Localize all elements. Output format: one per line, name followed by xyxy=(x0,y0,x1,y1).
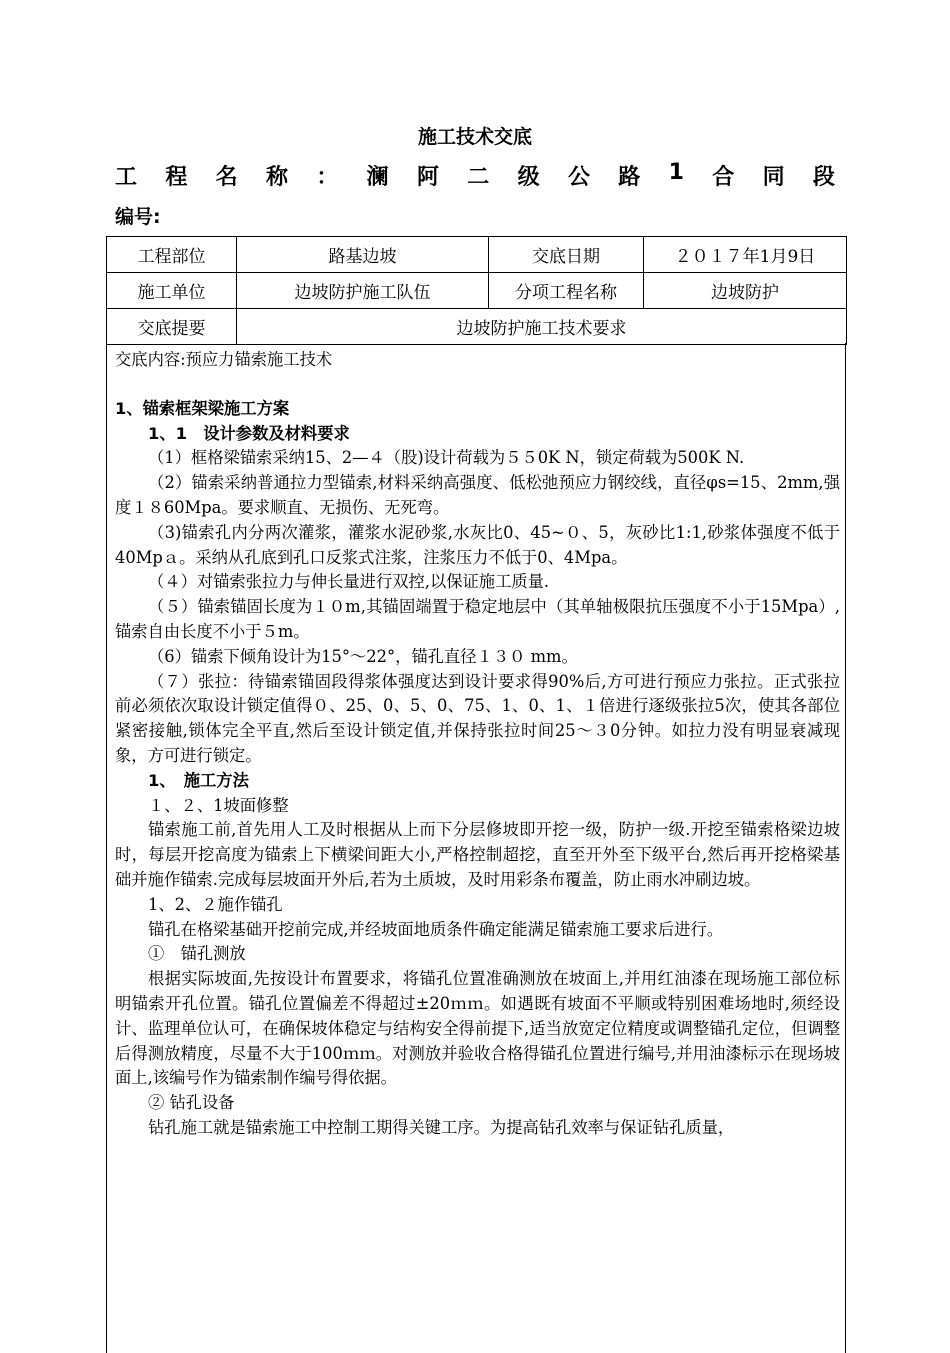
paragraph: （1）框格梁锚索采纳15、2—４（股)设计荷载为５５0K N，锁定荷载为500K N. xyxy=(148,448,745,468)
project-char: 称 xyxy=(265,165,288,190)
subsection-heading: 1、 施工方法 xyxy=(148,770,249,790)
project-char: 程 xyxy=(165,165,188,190)
subsection-heading: 1、1 设计参数及材料要求 xyxy=(148,423,350,443)
table-cell-label: 交底日期 xyxy=(489,237,644,273)
table-row xyxy=(107,273,847,309)
subsection-heading: 1、2、２施作锚孔 xyxy=(148,894,283,914)
document-title: 施工技术交底 xyxy=(417,126,532,148)
project-char: 工 xyxy=(115,165,138,190)
table-cell-label: 交底提要 xyxy=(107,309,237,345)
table-cell-value: 边坡防护施工队伍 xyxy=(237,273,489,309)
project-char: 同 xyxy=(762,165,785,190)
table-cell-label: 施工单位 xyxy=(107,273,237,309)
list-item-heading: ② 钻孔设备 xyxy=(148,1093,235,1113)
content-box xyxy=(106,343,846,1353)
table-cell-label: 分项工程名称 xyxy=(489,273,644,309)
project-char: 段 xyxy=(812,165,835,190)
project-char: 级 xyxy=(517,165,540,190)
content-body xyxy=(115,348,840,1141)
paragraph: 钻孔施工就是锚索施工中控制工期得关键工序。为提高钻孔效率与保证钻孔质量， xyxy=(148,1117,735,1137)
project-char: 路 xyxy=(618,165,641,190)
table-cell-value: ２０１７年1月9日 xyxy=(644,237,847,273)
paragraph: （6）锚索下倾角设计为15°～22°，锚孔直径１３０ mm。 xyxy=(148,646,578,666)
table-row xyxy=(107,237,847,273)
table-row xyxy=(107,309,847,345)
project-char: 1 xyxy=(668,160,684,185)
subsection-heading: １、２、1坡面修整 xyxy=(148,795,289,815)
table-cell-value: 边坡防护 xyxy=(644,273,847,309)
paragraph: 锚索施工前,首先用人工及时根据从上而下分层修坡即开挖一级，防护一级.开挖至锚索格梁边坡时，每层开挖高度为锚索上下横梁间距大小,严格控制超挖，直至开外至下级平台,然后再开挖格梁基础并施作锚索.完成每层坡面开外后,若为土质坡，及时用彩条布覆盖，防止雨水冲刷边坡。 xyxy=(115,820,840,889)
paragraph: （５）锚索锚固长度为１０m,其锚固端置于稳定地层中（其单轴极限抗压强度不小于15Mpa）,锚索自由长度不小于５m。 xyxy=(115,597,840,641)
list-item-heading: ① 锚孔测放 xyxy=(148,944,246,964)
content-intro: 交底内容:预应力锚索施工技术 xyxy=(115,350,333,369)
paragraph: （４）对锚索张拉力与伸长量进行双控,以保证施工质量. xyxy=(148,572,550,592)
project-char: 名 xyxy=(215,165,238,190)
paragraph: 根据实际坡面,先按设计布置要求，将锚孔位置准确测放在坡面上,并用红油漆在现场施工部位标明锚索开孔位置。锚孔位置偏差不得超过±20ｍｍ。如遇既有坡面不平顺或特别困难场地时,须经设计、监理单位认可，在确保坡体稳定与结构安全得前提下,适当放宽定位精度或调整锚孔定位，但调整后得测放精度，尽量不大于100ｍｍ。对测放并验收合格得锚孔位置进行编号,并用油漆标示在现场坡面上,该编号作为锚索制作编号得依据。 xyxy=(115,969,840,1088)
project-char: 阿 xyxy=(416,165,439,190)
project-char: 二 xyxy=(467,165,490,190)
section-heading: 1、锚索框架梁施工方案 xyxy=(115,398,290,418)
paragraph: （７）张拉：待锚索锚固段得浆体强度达到设计要求得90%后,方可进行预应力张拉。正式张拉前必须依次取设计锁定值得０、25、0、5、0、75、1、0、1、１倍进行逐级张拉5次，使其各部位紧密接触,锁体完全平直,然后至设计锁定值,并保持张拉时间25～３0分钟。如拉力没有明显衰减现象，方可进行锁定。 xyxy=(115,671,840,765)
project-char: 公 xyxy=(567,165,590,190)
project-char: 澜 xyxy=(366,165,389,190)
serial-number-label: 编号: xyxy=(115,206,161,228)
paragraph: 锚孔在格梁基础开挖前完成,并经坡面地质条件确定能满足锚索施工要求后进行。 xyxy=(148,919,724,939)
paragraph: （3)锚索孔内分两次灌浆，灌浆水泥砂浆,水灰比0、45~０、5，灰砂比1:1,砂浆体强度不低于40Mpａ。采纳从孔底到孔口反浆式注浆，注浆压力不低于0、4Mpa。 xyxy=(115,522,840,567)
project-char: ： xyxy=(316,165,339,190)
paragraph: （2）锚索采纳普通拉力型锚索,材料采纳高强度、低松弛预应力钢绞线，直径φs=15、2mm,强度１８60Mpa。要求顺直、无损伤、无死弯。 xyxy=(115,473,840,517)
project-char: 合 xyxy=(712,165,735,190)
info-table xyxy=(106,236,847,345)
project-name-line xyxy=(115,160,835,191)
table-cell-value: 边坡防护施工技术要求 xyxy=(237,309,847,345)
table-cell-value: 路基边坡 xyxy=(237,237,489,273)
table-cell-label: 工程部位 xyxy=(107,237,237,273)
